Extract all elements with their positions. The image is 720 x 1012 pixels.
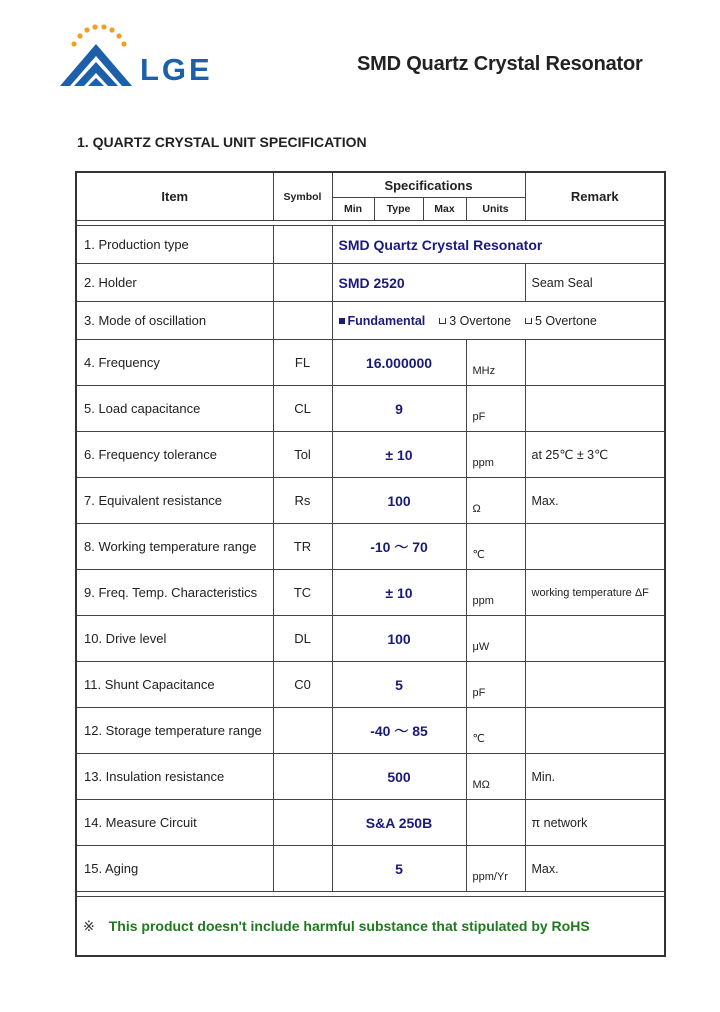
- row-symbol: [273, 846, 332, 892]
- row-value: 16.000000: [332, 340, 466, 386]
- row-unit: ℃: [466, 708, 525, 754]
- option-fundamental: Fundamental: [347, 313, 426, 328]
- table-row: [76, 662, 665, 708]
- row-value: ± 10: [332, 570, 466, 616]
- note-mark-icon: ※: [83, 917, 95, 934]
- header-symbol: Symbol: [273, 172, 332, 221]
- row-symbol: DL: [273, 616, 332, 662]
- row-item: 7. Equivalent resistance: [76, 478, 273, 524]
- row-symbol: [273, 264, 332, 302]
- row-remark: [525, 708, 665, 754]
- row-remark: [525, 340, 665, 386]
- option-3-overtone: 3 Overtone: [449, 313, 512, 328]
- table-row: [76, 226, 665, 264]
- row-unit: ppm: [466, 432, 525, 478]
- row-item: 8. Working temperature range: [76, 524, 273, 570]
- row-symbol: Rs: [273, 478, 332, 524]
- document-title: SMD Quartz Crystal Resonator: [357, 53, 643, 75]
- row-value: ± 10: [332, 432, 466, 478]
- row-remark: Max.: [525, 478, 665, 524]
- table-row: [76, 616, 665, 662]
- row-remark: [525, 662, 665, 708]
- row-item: 1. Production type: [76, 226, 273, 264]
- row-value: 100: [332, 478, 466, 524]
- row-value: 5: [332, 846, 466, 892]
- header-max: Max: [423, 198, 466, 221]
- row-value: SMD 2520: [332, 264, 525, 302]
- table-row: [76, 386, 665, 432]
- header-item: Item: [76, 172, 273, 221]
- table-row: [76, 570, 665, 616]
- row-unit: pF: [466, 386, 525, 432]
- option-5-overtone: 5 Overtone: [534, 313, 597, 328]
- row-item: 5. Load capacitance: [76, 386, 273, 432]
- row-value: -40 ～ 85: [332, 708, 466, 754]
- table-row: [76, 754, 665, 800]
- row-value: -10 ～ 70: [332, 524, 466, 570]
- row-unit: [466, 800, 525, 846]
- row-symbol: TC: [273, 570, 332, 616]
- table-row: [76, 302, 665, 340]
- table-row: [76, 846, 665, 892]
- row-remark: Max.: [525, 846, 665, 892]
- row-value: 9: [332, 386, 466, 432]
- logo-mark-icon: [58, 22, 148, 90]
- unchecked-box-icon: [439, 318, 446, 324]
- row-remark: [525, 386, 665, 432]
- row-value: S&A 250B: [332, 800, 466, 846]
- row-symbol: [273, 226, 332, 264]
- table-row: [76, 478, 665, 524]
- row-item: 10. Drive level: [76, 616, 273, 662]
- row-unit: MHz: [466, 340, 525, 386]
- row-item: 15. Aging: [76, 846, 273, 892]
- row-remark: at 25℃ ± 3℃: [525, 432, 665, 478]
- row-unit: pF: [466, 662, 525, 708]
- row-symbol: FL: [273, 340, 332, 386]
- row-symbol: Tol: [273, 432, 332, 478]
- header-specifications: Specifications: [332, 172, 525, 198]
- table-row: [76, 432, 665, 478]
- checked-box-icon: [339, 318, 345, 324]
- table-row: [76, 340, 665, 386]
- unchecked-box-icon: [525, 318, 532, 324]
- row-item: 11. Shunt Capacitance: [76, 662, 273, 708]
- header-type: Type: [374, 198, 423, 221]
- row-unit: Ω: [466, 478, 525, 524]
- row-item: 12. Storage temperature range: [76, 708, 273, 754]
- row-symbol: TR: [273, 524, 332, 570]
- row-symbol: [273, 302, 332, 340]
- table-row: [76, 264, 665, 302]
- row-symbol: [273, 708, 332, 754]
- row-value: 100: [332, 616, 466, 662]
- table-row: [76, 524, 665, 570]
- row-item: 3. Mode of oscillation: [76, 302, 273, 340]
- row-symbol: C0: [273, 662, 332, 708]
- row-item: 9. Freq. Temp. Characteristics: [76, 570, 273, 616]
- rohs-note: [76, 897, 665, 957]
- table-row: [76, 800, 665, 846]
- row-item: 13. Insulation resistance: [76, 754, 273, 800]
- table-row: [76, 708, 665, 754]
- row-unit: ppm/Yr: [466, 846, 525, 892]
- row-item: 2. Holder: [76, 264, 273, 302]
- row-symbol: CL: [273, 386, 332, 432]
- header-units: Units: [466, 198, 525, 221]
- rohs-note-row: [76, 897, 665, 957]
- row-item: 4. Frequency: [76, 340, 273, 386]
- rohs-note-text: This product doesn't include harmful substance that stipulated by RoHS: [108, 917, 590, 934]
- specification-table: [75, 171, 666, 957]
- row-remark: Min.: [525, 754, 665, 800]
- logo-text: LGE: [140, 52, 213, 87]
- row-remark: π network: [525, 800, 665, 846]
- header-remark: Remark: [525, 172, 665, 221]
- row-symbol: [273, 800, 332, 846]
- row-item: 14. Measure Circuit: [76, 800, 273, 846]
- row-value: 500: [332, 754, 466, 800]
- row-unit: MΩ: [466, 754, 525, 800]
- oscillation-options: [332, 302, 665, 340]
- section-title: 1. QUARTZ CRYSTAL UNIT SPECIFICATION: [77, 134, 367, 150]
- header-min: Min: [332, 198, 374, 221]
- row-value: 5: [332, 662, 466, 708]
- row-remark: Seam Seal: [525, 264, 665, 302]
- row-item: 6. Frequency tolerance: [76, 432, 273, 478]
- row-remark: [525, 524, 665, 570]
- row-value: SMD Quartz Crystal Resonator: [332, 226, 665, 264]
- row-symbol: [273, 754, 332, 800]
- header-row: [76, 172, 665, 198]
- row-remark: working temperature ΔF: [525, 570, 665, 616]
- row-unit: ℃: [466, 524, 525, 570]
- row-unit: ppm: [466, 570, 525, 616]
- row-unit: μW: [466, 616, 525, 662]
- row-remark: [525, 616, 665, 662]
